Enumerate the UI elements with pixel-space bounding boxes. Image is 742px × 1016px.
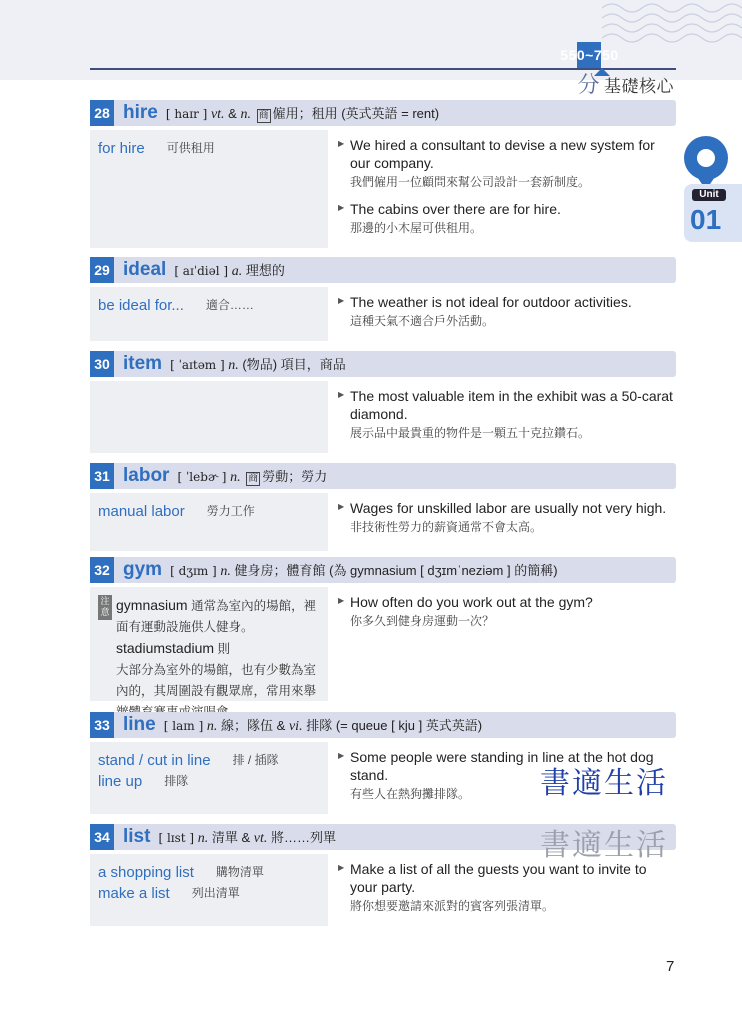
phrase: be ideal for... 適合……	[98, 297, 254, 314]
examples-panel	[328, 381, 676, 453]
phrase-panel	[90, 287, 328, 341]
headword: ideal	[123, 259, 167, 280]
note-badge: 注意	[98, 595, 112, 620]
entry-number: 30	[90, 351, 114, 377]
entry-number: 34	[90, 824, 114, 850]
business-badge: 商	[258, 110, 269, 121]
location-pin-head	[684, 136, 728, 180]
example: ▶ How often do you work out at the gym? 你多久到健身房運動一次？	[338, 593, 676, 631]
wave-pattern-decoration	[602, 0, 742, 45]
phrase-panel	[90, 381, 328, 453]
example: ▶ Wages for unskilled labor are usually not very high. 非技術性勞力的薪資通常不會太高。	[338, 499, 676, 537]
business-badge: 商	[248, 473, 259, 484]
entry-header	[90, 712, 676, 738]
examples-panel	[328, 854, 676, 926]
entry-number: 28	[90, 100, 114, 126]
phrase-panel	[90, 493, 328, 551]
definition: [ laɪn ] n. 線；隊伍 & vi. 排隊 (= queue [ kju ] 英式英語)	[163, 718, 483, 734]
phrase-panel	[90, 854, 328, 926]
page-header	[0, 0, 742, 97]
phrase: line up 排隊	[98, 773, 189, 790]
phrase: stand / cut in line 排 / 插隊	[98, 752, 279, 769]
note-panel	[90, 587, 328, 701]
definition: [ aɪˈdiəl ] a. 理想的	[174, 263, 285, 279]
header-triangle-marker	[594, 68, 610, 76]
phrase-panel	[90, 742, 328, 814]
entry-header	[90, 351, 676, 377]
entry-labor	[90, 463, 676, 551]
example: ▶ Make a list of all the guests you want to invite to your party. 將你想要邀請來派對的賓客列張清單。	[338, 860, 676, 916]
headword: item	[123, 353, 163, 374]
definition: [ haɪr ] vt. & n. 商 僱用；租用 (英式英語 = rent)	[165, 106, 440, 122]
example: ▶ The most valuable item in the exhibit was a 50-carat diamond. 展示品中最貴重的物件是一顆五十克拉鑽石。	[338, 387, 676, 443]
unit-label: Unit	[692, 189, 726, 201]
examples-panel	[328, 587, 676, 701]
example: ▶ The weather is not ideal for outdoor activities. 這種天氣不適合戶外活動。	[338, 293, 676, 331]
unit-number: 01	[690, 204, 722, 235]
entry-number: 31	[90, 463, 114, 489]
entry-item	[90, 351, 676, 453]
example: ▶ Some people were standing in line at the hot dog stand. 有些人在熱狗攤排隊。	[338, 748, 676, 804]
unit-tab	[684, 136, 742, 242]
watermark: 書適生活	[540, 828, 668, 863]
entry-header	[90, 100, 676, 126]
example: ▶ We hired a consultant to devise a new system for our company. 我們僱用一位顧問來幫公司設計一套新制度。	[338, 136, 676, 192]
definition: [ ˈaɪtəm ] n. (物品) 項目，商品	[170, 357, 346, 373]
entry-header	[90, 463, 676, 489]
section-title: 550~750 分 基礎核心	[577, 42, 674, 99]
header-rule	[90, 68, 676, 70]
entry-header	[90, 257, 676, 283]
headword: list	[123, 826, 151, 847]
phrase: make a list 列出清單	[98, 885, 240, 902]
headword: labor	[123, 465, 170, 486]
watermark: 書適生活	[540, 766, 668, 801]
headword: hire	[123, 102, 158, 123]
examples-panel	[328, 287, 676, 341]
examples-panel	[328, 493, 676, 551]
headword: line	[123, 714, 156, 735]
entry-header	[90, 557, 676, 583]
phrase-panel	[90, 130, 328, 248]
note-text: gymnasium 通常為室內的場館，裡 面有運動設施供人健身。stadiumstadium 則 大部分為室外的場館，也有少數為室 內的，其周圍設有觀眾席，常用來舉	[116, 597, 317, 698]
definition: [ ˈlebɚ ] n. 商 勞動；勞力	[177, 469, 328, 485]
entry-number: 29	[90, 257, 114, 283]
phrase: a shopping list 購物清單	[98, 864, 264, 881]
entry-gym	[90, 557, 676, 701]
usage-note	[98, 595, 320, 723]
headword: gym	[123, 559, 163, 580]
page-number: 7	[666, 958, 675, 975]
entry-number: 33	[90, 712, 114, 738]
definition: [ lɪst ] n. 清單 & vt. 將……列單	[158, 830, 337, 846]
entry-number: 32	[90, 557, 114, 583]
example: ▶ The cabins over there are for hire. 那邊的小木屋可供租用。	[338, 200, 676, 238]
phrase: for hire 可供租用	[98, 140, 215, 157]
entry-ideal	[90, 257, 676, 341]
phrase: manual labor 勞力工作	[98, 503, 255, 520]
entry-hire	[90, 100, 676, 248]
definition: [ dʒɪm ] n. 健身房；體育館 (為 gymnasium [ dʒɪmˈneziəm ] 的簡稱)	[170, 563, 558, 579]
examples-panel	[328, 130, 676, 248]
